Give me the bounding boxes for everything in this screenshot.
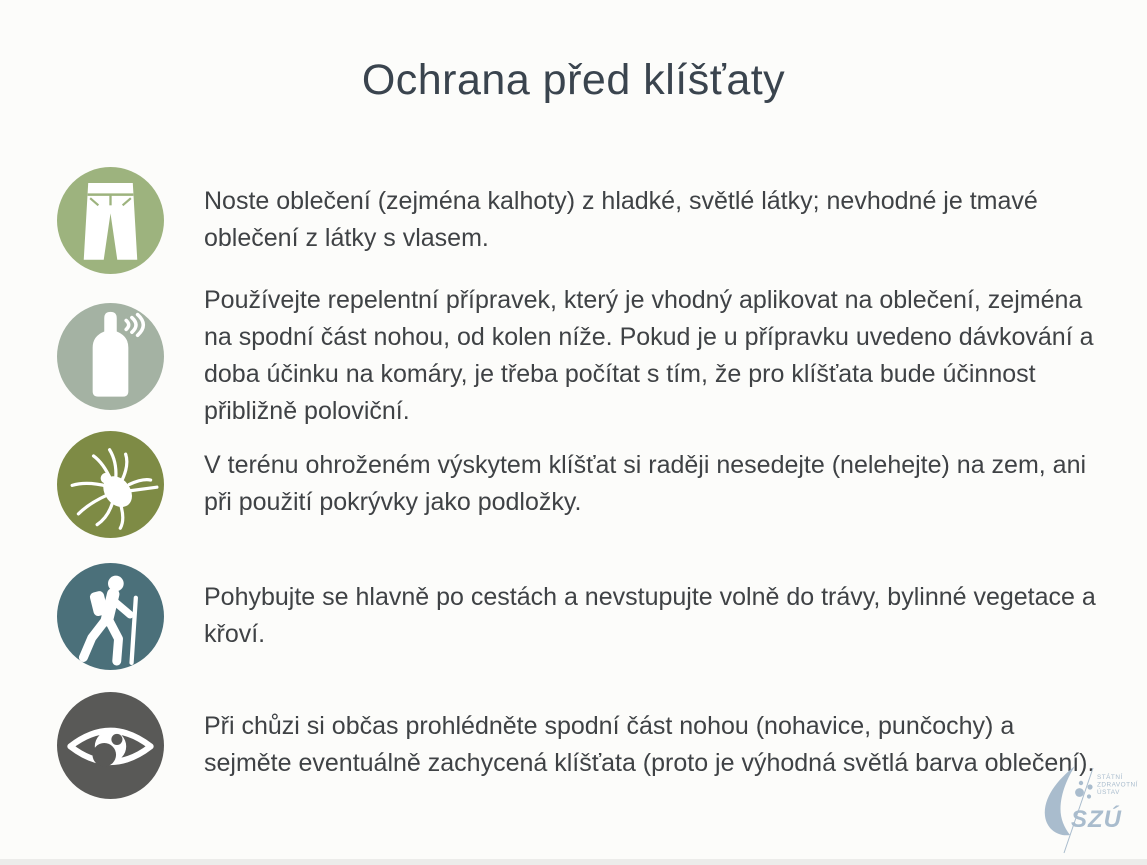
list-item-paths xyxy=(57,562,1096,670)
pants-icon xyxy=(57,167,164,274)
item-text-inspect: Při chůzi si občas prohlédněte spodní část nohou (nohavice, punčochy) a sejměte eventuálně zachycená klíšťata (proto je výhodná světlá barva oblečení). xyxy=(204,712,1095,777)
pants-icon-svg xyxy=(57,167,164,274)
item-text-clothing: Noste oblečení (zejména kalhoty) z hladké, světlé látky; nevhodné je tmavé oblečení z látky s vlasem. xyxy=(204,187,1038,252)
hiker-icon xyxy=(57,563,164,670)
item-text-paths: Pohybujte se hlavně po cestách a nevstupujte volně do trávy, bylinné vegetace a křoví. xyxy=(204,583,1096,648)
list-item-inspect xyxy=(57,691,1096,799)
hiker-icon-svg xyxy=(57,563,164,670)
spray-icon xyxy=(57,303,164,410)
szu-logo-svg xyxy=(1031,763,1141,857)
szu-logo-org-line-2: ZDRAVOTNÍ xyxy=(1097,781,1138,789)
szu-logo-org-line-3: ÚSTAV xyxy=(1097,789,1120,796)
spray-icon-svg xyxy=(57,303,164,410)
page-title: Ochrana před klíšťaty xyxy=(361,56,786,104)
eye-icon-svg xyxy=(57,692,164,799)
bottom-strip xyxy=(0,859,1147,865)
item-text-repellent: Používejte repelentní přípravek, který je vhodný aplikovat na oblečení, zejména na spodní část nohou, od kolen níže. Pokud je u přípravku uvedeno dávkování a doba účinku na komáry, je třeba počítat s tím, že pro klíšťata bude účinnost přibližně poloviční. xyxy=(204,286,1094,425)
tick-icon-svg xyxy=(57,431,164,538)
tick-icon xyxy=(57,431,164,538)
eye-icon xyxy=(57,692,164,799)
item-text-tick: V terénu ohroženém výskytem klíšťat si raději nesedejte (nelehejte) na zem, ani při použití pokrývky jako podložky. xyxy=(204,451,1087,516)
list-item-repellent xyxy=(57,282,1096,430)
list-item-tick xyxy=(57,430,1096,538)
szu-logo-abbr: SZÚ xyxy=(1071,806,1122,833)
szu-logo xyxy=(1031,763,1141,857)
list-item-clothing xyxy=(57,166,1096,274)
szu-logo-org-line-1: STÁTNÍ xyxy=(1097,774,1123,781)
